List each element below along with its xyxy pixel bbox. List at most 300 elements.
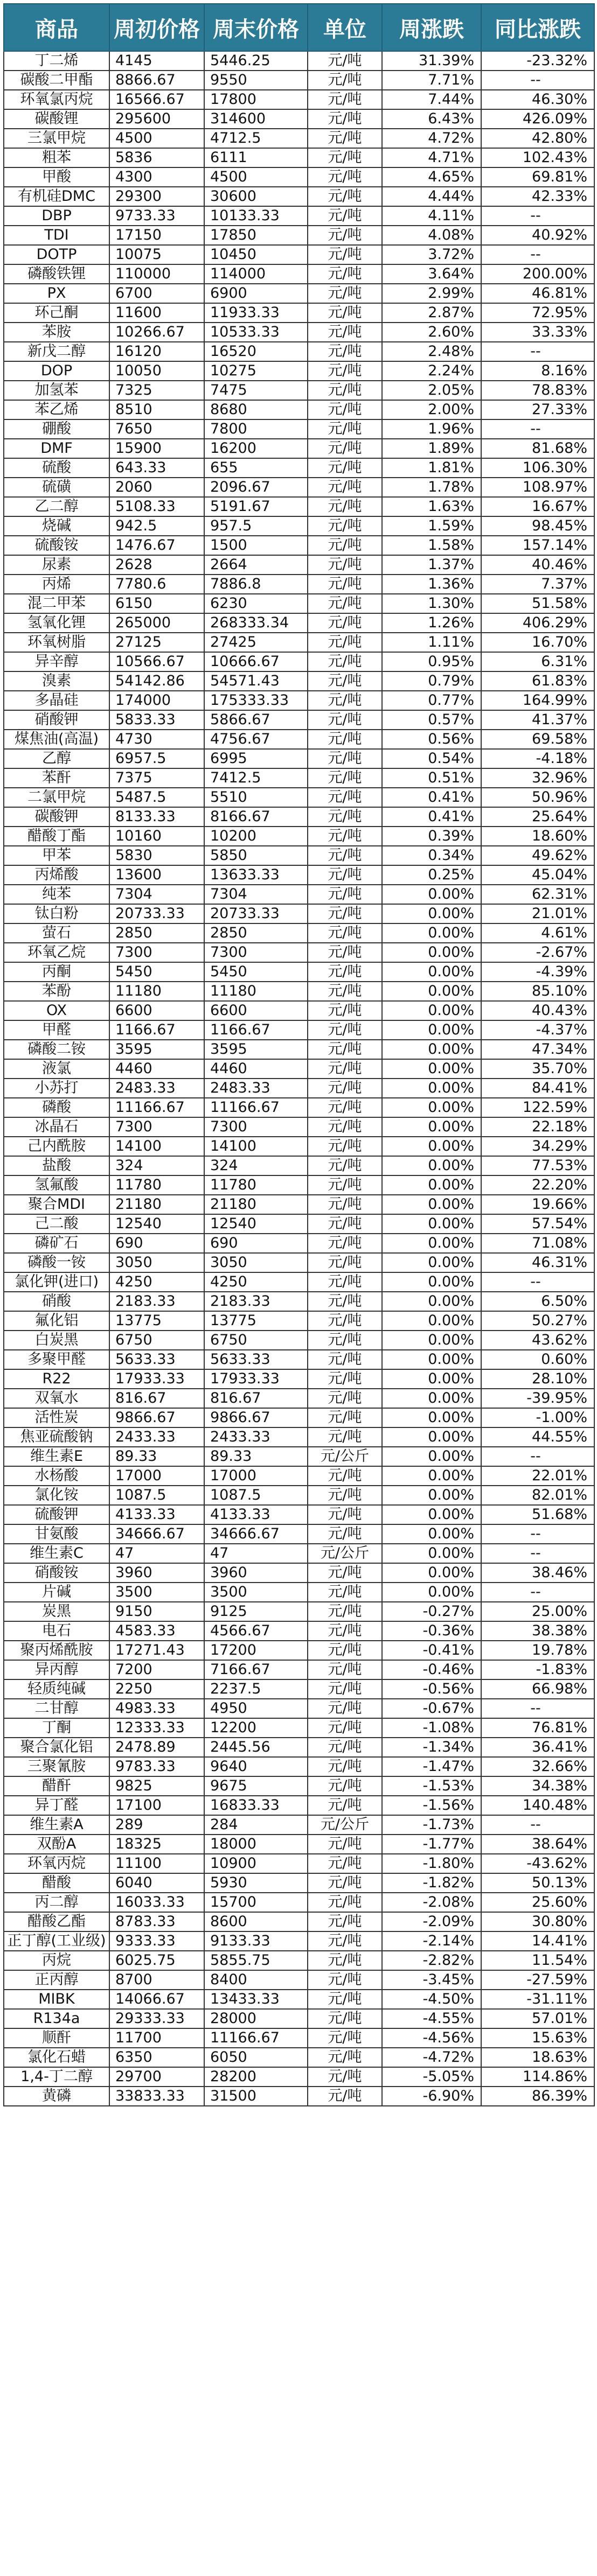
cell-commodity: 三氯甲烷 [4, 129, 109, 148]
table-row [4, 478, 594, 497]
cell-week-end-price: 957.5 [204, 516, 308, 536]
cell-week-start-price: 47 [109, 1544, 204, 1563]
table-row [4, 1466, 594, 1486]
table-row [4, 1234, 594, 1253]
cell-commodity: 硼酸 [4, 419, 109, 439]
cell-yoy-change: 102.43% [481, 148, 594, 167]
table-row [4, 1854, 594, 1873]
cell-weekly-change: 1.11% [382, 633, 481, 652]
cell-week-start-price: 5836 [109, 148, 204, 167]
cell-commodity: 异辛醇 [4, 652, 109, 671]
cell-yoy-change: 57.01% [481, 2009, 594, 2028]
cell-commodity: 碳酸锂 [4, 109, 109, 129]
cell-yoy-change: 19.78% [481, 1641, 594, 1660]
cell-weekly-change: 0.00% [382, 1292, 481, 1311]
table-row [4, 671, 594, 691]
cell-week-start-price: 29333.33 [109, 2009, 204, 2028]
table-row [4, 1815, 594, 1835]
table-row [4, 652, 594, 671]
cell-week-end-price: 4460 [204, 1059, 308, 1079]
cell-unit: 元/吨 [308, 2087, 382, 2106]
cell-yoy-change: 50.96% [481, 788, 594, 807]
cell-commodity: 磷酸铁锂 [4, 264, 109, 284]
cell-weekly-change: 0.00% [382, 962, 481, 982]
cell-week-start-price: 2483.33 [109, 1079, 204, 1098]
cell-unit: 元/吨 [308, 1195, 382, 1214]
cell-commodity: 二氯甲烷 [4, 788, 109, 807]
cell-commodity: 甘氨酸 [4, 1524, 109, 1544]
cell-commodity: 小苏打 [4, 1079, 109, 1098]
cell-commodity: MIBK [4, 1990, 109, 2009]
cell-weekly-change: 3.64% [382, 264, 481, 284]
cell-yoy-change: 81.68% [481, 439, 594, 458]
cell-yoy-change: 122.59% [481, 1098, 594, 1117]
cell-unit: 元/吨 [308, 1350, 382, 1369]
table-row [4, 1524, 594, 1544]
cell-week-start-price: 1166.67 [109, 1020, 204, 1040]
cell-yoy-change: 33.33% [481, 323, 594, 342]
cell-week-end-price: 28000 [204, 2009, 308, 2028]
cell-yoy-change: 4.61% [481, 923, 594, 943]
cell-weekly-change: -4.72% [382, 2048, 481, 2067]
cell-weekly-change: 0.00% [382, 1079, 481, 1098]
cell-unit: 元/吨 [308, 1156, 382, 1175]
cell-week-start-price: 289 [109, 1815, 204, 1835]
cell-week-start-price: 16120 [109, 342, 204, 361]
cell-commodity: 聚丙烯酰胺 [4, 1641, 109, 1660]
table-row [4, 1020, 594, 1040]
table-row [4, 1214, 594, 1234]
cell-unit: 元/吨 [308, 2067, 382, 2087]
cell-commodity: 硫酸 [4, 458, 109, 478]
cell-unit: 元/吨 [308, 865, 382, 885]
cell-week-end-price: 17933.33 [204, 1369, 308, 1389]
cell-week-start-price: 6700 [109, 284, 204, 303]
cell-unit: 元/吨 [308, 458, 382, 478]
cell-week-end-price: 1500 [204, 536, 308, 555]
cell-weekly-change: 4.08% [382, 226, 481, 245]
cell-commodity: 片碱 [4, 1583, 109, 1602]
cell-week-start-price: 11700 [109, 2028, 204, 2048]
cell-week-start-price: 690 [109, 1234, 204, 1253]
cell-commodity: 氯化铵 [4, 1486, 109, 1505]
header-week-end-price: 周末价格 [204, 4, 308, 51]
cell-unit: 元/吨 [308, 342, 382, 361]
cell-week-start-price: 10075 [109, 245, 204, 264]
cell-week-end-price: 2664 [204, 555, 308, 575]
cell-yoy-change: 61.83% [481, 671, 594, 691]
cell-week-end-price: 2850 [204, 923, 308, 943]
cell-unit: 元/吨 [308, 671, 382, 691]
cell-weekly-change: 0.41% [382, 807, 481, 827]
cell-unit: 元/吨 [308, 1602, 382, 1621]
table-row [4, 1272, 594, 1292]
cell-commodity: 聚合MDI [4, 1195, 109, 1214]
table-row [4, 807, 594, 827]
cell-week-end-price: 16520 [204, 342, 308, 361]
cell-unit: 元/吨 [308, 1796, 382, 1815]
table-row [4, 1835, 594, 1854]
table-row [4, 982, 594, 1001]
cell-commodity: 炭黑 [4, 1602, 109, 1621]
cell-commodity: 萤石 [4, 923, 109, 943]
cell-week-end-price: 10200 [204, 827, 308, 846]
cell-unit: 元/吨 [308, 148, 382, 167]
cell-yoy-change: 34.38% [481, 1776, 594, 1796]
cell-week-start-price: 4500 [109, 129, 204, 148]
cell-week-start-price: 29700 [109, 2067, 204, 2087]
cell-week-start-price: 2433.33 [109, 1427, 204, 1447]
cell-commodity: 氯化石蜡 [4, 2048, 109, 2067]
cell-week-end-price: 6050 [204, 2048, 308, 2067]
cell-yoy-change: 71.08% [481, 1234, 594, 1253]
cell-yoy-change: 200.00% [481, 264, 594, 284]
cell-week-start-price: 18325 [109, 1835, 204, 1854]
table-row [4, 555, 594, 575]
table-row [4, 768, 594, 788]
cell-commodity: 硫磺 [4, 478, 109, 497]
cell-week-start-price: 12333.33 [109, 1718, 204, 1738]
cell-weekly-change: -0.36% [382, 1621, 481, 1641]
cell-yoy-change: 41.37% [481, 710, 594, 730]
table-row [4, 458, 594, 478]
cell-weekly-change: 0.56% [382, 730, 481, 749]
header-yoy-change: 同比涨跌 [481, 4, 594, 51]
cell-week-end-price: 314600 [204, 109, 308, 129]
cell-yoy-change: 14.41% [481, 1931, 594, 1951]
cell-week-end-price: 690 [204, 1234, 308, 1253]
cell-commodity: 二甘醇 [4, 1699, 109, 1718]
table-row [4, 167, 594, 187]
cell-yoy-change: -- [481, 1583, 594, 1602]
cell-yoy-change: 32.66% [481, 1757, 594, 1776]
cell-weekly-change: 0.00% [382, 1311, 481, 1331]
cell-week-end-price: 655 [204, 458, 308, 478]
cell-commodity: 环氧氯丙烷 [4, 90, 109, 109]
cell-unit: 元/吨 [308, 613, 382, 633]
table-row [4, 2067, 594, 2087]
cell-weekly-change: -4.56% [382, 2028, 481, 2048]
cell-yoy-change: 6.31% [481, 652, 594, 671]
cell-commodity: 磷酸二铵 [4, 1040, 109, 1059]
cell-weekly-change: -1.73% [382, 1815, 481, 1835]
cell-commodity: 磷酸一铵 [4, 1253, 109, 1272]
cell-week-end-price: 7166.67 [204, 1660, 308, 1679]
cell-commodity: 磷矿石 [4, 1234, 109, 1253]
cell-yoy-change: 46.31% [481, 1253, 594, 1272]
cell-yoy-change: 85.10% [481, 982, 594, 1001]
table-row [4, 71, 594, 90]
cell-commodity: 顺酐 [4, 2028, 109, 2048]
cell-weekly-change: 2.24% [382, 361, 481, 381]
cell-unit: 元/吨 [308, 264, 382, 284]
cell-weekly-change: 0.00% [382, 1059, 481, 1079]
cell-weekly-change: 0.00% [382, 1137, 481, 1156]
cell-week-end-price: 10900 [204, 1854, 308, 1873]
cell-yoy-change: -27.59% [481, 1970, 594, 1990]
cell-unit: 元/吨 [308, 303, 382, 323]
cell-commodity: 己二酸 [4, 1214, 109, 1234]
price-table-container [3, 3, 594, 2106]
cell-commodity: 苯酚 [4, 982, 109, 1001]
cell-yoy-change: 40.46% [481, 555, 594, 575]
cell-commodity: 氢氧化锂 [4, 613, 109, 633]
cell-weekly-change: 0.77% [382, 691, 481, 710]
cell-unit: 元/吨 [308, 1854, 382, 1873]
table-row [4, 400, 594, 419]
cell-commodity: 新戊二醇 [4, 342, 109, 361]
table-row [4, 1970, 594, 1990]
cell-week-end-price: 12540 [204, 1214, 308, 1234]
table-row [4, 1117, 594, 1137]
cell-yoy-change: 6.50% [481, 1292, 594, 1311]
cell-commodity: 聚合氯化铝 [4, 1738, 109, 1757]
cell-week-end-price: 5633.33 [204, 1350, 308, 1369]
cell-week-end-price: 2183.33 [204, 1292, 308, 1311]
cell-commodity: DBP [4, 206, 109, 226]
cell-week-start-price: 7200 [109, 1660, 204, 1679]
table-row [4, 148, 594, 167]
cell-week-start-price: 7325 [109, 381, 204, 400]
cell-weekly-change: -3.45% [382, 1970, 481, 1990]
table-row [4, 865, 594, 885]
cell-week-start-price: 10160 [109, 827, 204, 846]
cell-week-end-price: 2445.56 [204, 1738, 308, 1757]
cell-commodity: 黄磷 [4, 2087, 109, 2106]
cell-commodity: 环氧丙烷 [4, 1854, 109, 1873]
cell-commodity: 多聚甲醛 [4, 1350, 109, 1369]
cell-week-end-price: 9675 [204, 1776, 308, 1796]
cell-unit: 元/吨 [308, 1893, 382, 1912]
cell-week-start-price: 13600 [109, 865, 204, 885]
cell-commodity: 维生素A [4, 1815, 109, 1835]
cell-commodity: DOP [4, 361, 109, 381]
table-row [4, 245, 594, 264]
cell-week-start-price: 643.33 [109, 458, 204, 478]
cell-commodity: 甲醛 [4, 1020, 109, 1040]
cell-weekly-change: 0.00% [382, 904, 481, 923]
table-row [4, 1427, 594, 1447]
cell-yoy-change: 40.43% [481, 1001, 594, 1020]
cell-commodity: 正丙醇 [4, 1970, 109, 1990]
cell-weekly-change: 4.72% [382, 129, 481, 148]
cell-unit: 元/吨 [308, 652, 382, 671]
table-row [4, 342, 594, 361]
cell-unit: 元/吨 [308, 846, 382, 865]
cell-commodity: 双氧水 [4, 1389, 109, 1408]
table-row [4, 1369, 594, 1389]
cell-unit: 元/吨 [308, 768, 382, 788]
cell-commodity: 加氢苯 [4, 381, 109, 400]
cell-weekly-change: 7.44% [382, 90, 481, 109]
cell-week-end-price: 1087.5 [204, 1486, 308, 1505]
cell-unit: 元/吨 [308, 1117, 382, 1137]
table-header-row [4, 4, 594, 51]
cell-week-end-price: 9866.67 [204, 1408, 308, 1427]
cell-week-end-price: 5930 [204, 1873, 308, 1893]
cell-week-start-price: 2478.89 [109, 1738, 204, 1757]
cell-weekly-change: 0.00% [382, 1369, 481, 1389]
table-row [4, 788, 594, 807]
cell-week-end-price: 34666.67 [204, 1524, 308, 1544]
cell-yoy-change: 69.58% [481, 730, 594, 749]
cell-weekly-change: -0.41% [382, 1641, 481, 1660]
table-row [4, 264, 594, 284]
cell-week-start-price: 8866.67 [109, 71, 204, 90]
cell-week-start-price: 9866.67 [109, 1408, 204, 1427]
cell-unit: 元/吨 [308, 1951, 382, 1970]
cell-yoy-change: 11.54% [481, 1951, 594, 1970]
cell-week-start-price: 4145 [109, 51, 204, 71]
cell-unit: 元/吨 [308, 982, 382, 1001]
cell-week-start-price: 6750 [109, 1331, 204, 1350]
cell-weekly-change: 0.00% [382, 885, 481, 904]
table-row [4, 1738, 594, 1757]
cell-commodity: 异丙醇 [4, 1660, 109, 1679]
cell-unit: 元/吨 [308, 1621, 382, 1641]
cell-unit: 元/吨 [308, 1970, 382, 1990]
cell-unit: 元/吨 [308, 381, 382, 400]
cell-week-end-price: 15700 [204, 1893, 308, 1912]
cell-week-end-price: 10666.67 [204, 652, 308, 671]
cell-commodity: 活性炭 [4, 1408, 109, 1427]
cell-week-start-price: 27125 [109, 633, 204, 652]
cell-week-start-price: 942.5 [109, 516, 204, 536]
cell-yoy-change: 108.97% [481, 478, 594, 497]
table-row [4, 846, 594, 865]
cell-weekly-change: 0.00% [382, 1195, 481, 1214]
cell-week-start-price: 21180 [109, 1195, 204, 1214]
cell-week-start-price: 34666.67 [109, 1524, 204, 1544]
cell-unit: 元/吨 [308, 1369, 382, 1389]
table-row [4, 1505, 594, 1524]
cell-week-start-price: 20733.33 [109, 904, 204, 923]
cell-week-start-price: 7780.6 [109, 575, 204, 594]
table-row [4, 691, 594, 710]
cell-unit: 元/吨 [308, 206, 382, 226]
cell-yoy-change: 50.13% [481, 1873, 594, 1893]
cell-unit: 元/吨 [308, 904, 382, 923]
cell-commodity: 碳酸二甲酯 [4, 71, 109, 90]
cell-yoy-change: 38.46% [481, 1563, 594, 1583]
table-row [4, 575, 594, 594]
cell-unit: 元/吨 [308, 323, 382, 342]
cell-week-start-price: 11600 [109, 303, 204, 323]
cell-unit: 元/吨 [308, 90, 382, 109]
cell-yoy-change: 78.83% [481, 381, 594, 400]
table-row [4, 885, 594, 904]
cell-week-end-price: 89.33 [204, 1447, 308, 1466]
cell-commodity: 维生素C [4, 1544, 109, 1563]
cell-week-start-price: 16566.67 [109, 90, 204, 109]
cell-commodity: 醋酸丁酯 [4, 827, 109, 846]
cell-weekly-change: 0.00% [382, 1583, 481, 1602]
table-row [4, 1195, 594, 1214]
cell-yoy-change: -- [481, 1699, 594, 1718]
cell-unit: 元/吨 [308, 245, 382, 264]
cell-weekly-change: 0.00% [382, 982, 481, 1001]
cell-unit: 元/吨 [308, 1331, 382, 1350]
cell-yoy-change: 66.98% [481, 1679, 594, 1699]
table-row [4, 1098, 594, 1117]
cell-week-start-price: 6040 [109, 1873, 204, 1893]
cell-week-start-price: 3050 [109, 1253, 204, 1272]
cell-yoy-change: -1.83% [481, 1660, 594, 1679]
cell-weekly-change: 0.00% [382, 1563, 481, 1583]
cell-commodity: 尿素 [4, 555, 109, 575]
cell-unit: 元/吨 [308, 827, 382, 846]
table-row [4, 129, 594, 148]
table-row [4, 226, 594, 245]
cell-weekly-change: 4.11% [382, 206, 481, 226]
cell-commodity: 丙烯 [4, 575, 109, 594]
cell-week-start-price: 6600 [109, 1001, 204, 1020]
table-row [4, 439, 594, 458]
cell-unit: 元/吨 [308, 691, 382, 710]
cell-weekly-change: 0.57% [382, 710, 481, 730]
cell-week-end-price: 7300 [204, 1117, 308, 1137]
cell-yoy-change: 36.41% [481, 1738, 594, 1757]
cell-weekly-change: 0.00% [382, 1098, 481, 1117]
cell-yoy-change: -- [481, 419, 594, 439]
cell-commodity: 醋酸乙酯 [4, 1912, 109, 1931]
cell-yoy-change: 49.62% [481, 846, 594, 865]
table-row [4, 1873, 594, 1893]
cell-unit: 元/吨 [308, 1835, 382, 1854]
cell-week-end-price: 10275 [204, 361, 308, 381]
cell-week-end-price: 5866.67 [204, 710, 308, 730]
table-row [4, 2048, 594, 2067]
cell-commodity: PX [4, 284, 109, 303]
cell-unit: 元/吨 [308, 1912, 382, 1931]
cell-week-start-price: 16033.33 [109, 1893, 204, 1912]
cell-week-end-price: 5450 [204, 962, 308, 982]
cell-commodity: 硫酸铵 [4, 536, 109, 555]
cell-commodity: 乙二醇 [4, 497, 109, 516]
cell-week-end-price: 10133.33 [204, 206, 308, 226]
cell-yoy-change: -2.67% [481, 943, 594, 962]
cell-weekly-change: 0.54% [382, 749, 481, 768]
table-row [4, 109, 594, 129]
table-row [4, 1156, 594, 1175]
cell-week-start-price: 12540 [109, 1214, 204, 1234]
table-row [4, 284, 594, 303]
cell-week-end-price: 4250 [204, 1272, 308, 1292]
table-row [4, 710, 594, 730]
cell-yoy-change: 28.10% [481, 1369, 594, 1389]
cell-unit: 元/吨 [308, 943, 382, 962]
cell-week-end-price: 7886.8 [204, 575, 308, 594]
cell-yoy-change: 72.95% [481, 303, 594, 323]
cell-unit: 元/吨 [308, 187, 382, 206]
cell-week-end-price: 11166.67 [204, 1098, 308, 1117]
cell-unit: 元/公斤 [308, 1815, 382, 1835]
cell-weekly-change: -1.56% [382, 1796, 481, 1815]
cell-weekly-change: 0.00% [382, 1350, 481, 1369]
cell-week-end-price: 13633.33 [204, 865, 308, 885]
table-row [4, 1331, 594, 1350]
cell-commodity: 丙酮 [4, 962, 109, 982]
cell-yoy-change: 51.68% [481, 1505, 594, 1524]
cell-week-start-price: 8700 [109, 1970, 204, 1990]
table-row [4, 1292, 594, 1311]
cell-unit: 元/吨 [308, 1408, 382, 1427]
cell-week-end-price: 11933.33 [204, 303, 308, 323]
cell-week-start-price: 5830 [109, 846, 204, 865]
cell-commodity: 盐酸 [4, 1156, 109, 1175]
cell-unit: 元/公斤 [308, 1447, 382, 1466]
table-row [4, 1931, 594, 1951]
